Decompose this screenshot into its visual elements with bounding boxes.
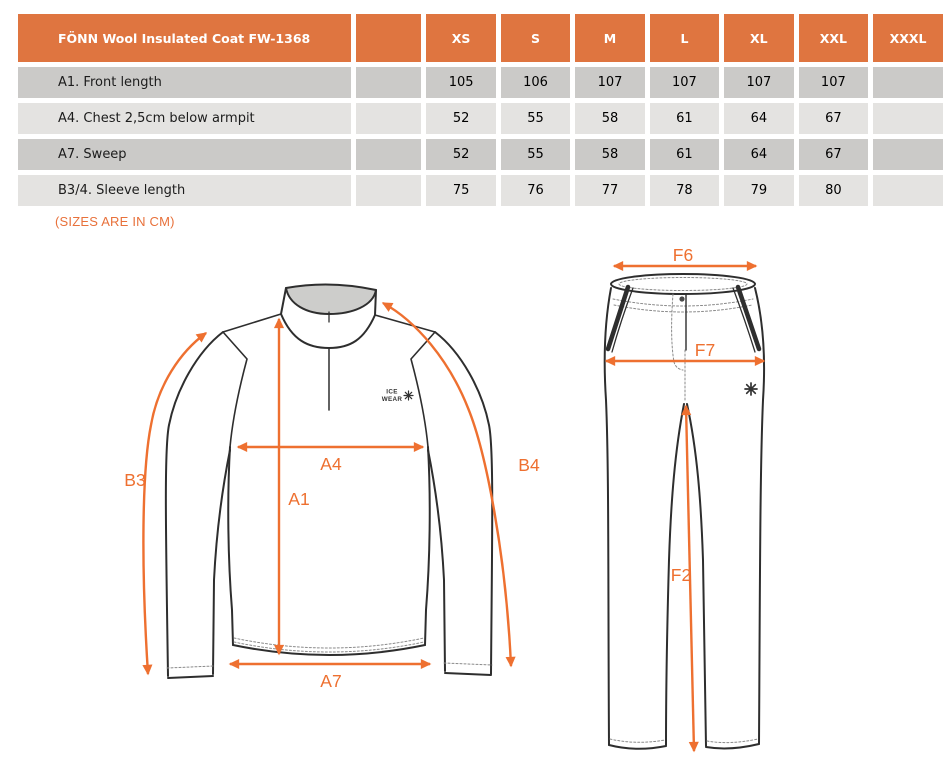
cell-value: 75 xyxy=(426,175,495,206)
icewear-chest-logo xyxy=(382,389,413,404)
label-f6: F6 xyxy=(672,245,694,265)
waist-opening xyxy=(611,274,755,294)
spacer-cell xyxy=(356,103,422,134)
size-header-l: L xyxy=(650,14,719,62)
size-header-s: S xyxy=(501,14,570,62)
body-right-side xyxy=(425,447,430,645)
spacer-cell xyxy=(356,67,422,98)
label-a7: A7 xyxy=(320,671,342,691)
size-header-m: M xyxy=(575,14,644,62)
cell-value: 58 xyxy=(575,139,644,170)
table-row-front-length xyxy=(18,67,943,98)
right-pocket-facing xyxy=(733,288,755,352)
cell-value: 67 xyxy=(799,103,869,134)
size-header-xs: XS xyxy=(426,14,495,62)
cell-value: 58 xyxy=(575,103,644,134)
spacer-cell xyxy=(356,139,422,170)
cell-value: 61 xyxy=(650,103,719,134)
left-leg-hem xyxy=(609,745,666,749)
waist-inner-stitching xyxy=(619,278,747,291)
label-b3: B3 xyxy=(124,470,146,490)
cell-value: 107 xyxy=(724,67,793,98)
table-row-chest xyxy=(18,103,943,134)
sizes-in-cm-note: (SIZES ARE IN CM) xyxy=(55,214,175,229)
row-label: B3/4. Sleeve length xyxy=(18,175,351,206)
cell-value xyxy=(873,175,943,206)
left-sleeve-inner xyxy=(213,450,230,674)
cell-value: 61 xyxy=(650,139,719,170)
label-f2: F2 xyxy=(670,565,692,585)
jacket-outline xyxy=(166,284,492,678)
left-hem-stitching xyxy=(610,739,665,742)
row-label: A7. Sweep xyxy=(18,139,351,170)
cell-value: 76 xyxy=(501,175,570,206)
label-a4: A4 xyxy=(320,454,342,474)
size-chart-title: FÖNN Wool Insulated Coat FW-1368 xyxy=(18,14,351,62)
pants-measure-arrows xyxy=(606,266,764,751)
cell-value xyxy=(873,103,943,134)
cell-value: 52 xyxy=(426,139,495,170)
right-side-seam xyxy=(755,288,764,744)
cell-value: 80 xyxy=(799,175,869,206)
pants-outline xyxy=(605,274,765,749)
right-cuff xyxy=(445,673,491,675)
cell-value: 79 xyxy=(724,175,793,206)
row-label: A1. Front length xyxy=(18,67,351,98)
row-label: A4. Chest 2,5cm below armpit xyxy=(18,103,351,134)
cell-value: 55 xyxy=(501,139,570,170)
cell-value: 78 xyxy=(650,175,719,206)
right-shoulder-seams xyxy=(375,315,435,447)
cell-value: 105 xyxy=(426,67,495,98)
right-pocket-opening xyxy=(738,287,759,349)
cell-value: 64 xyxy=(724,103,793,134)
cell-value: 107 xyxy=(650,67,719,98)
logo-text-ice: ICE xyxy=(386,388,398,396)
logo-text-wear: WEAR xyxy=(381,396,403,403)
cell-value: 67 xyxy=(799,139,869,170)
spacer-cell xyxy=(356,175,422,206)
size-chart-table xyxy=(13,9,948,211)
spacer-header-cell xyxy=(356,14,422,62)
size-header-xxl: XXL xyxy=(799,14,869,62)
cell-value: 77 xyxy=(575,175,644,206)
size-header-xxxl: XXXL xyxy=(873,14,943,62)
cell-value: 64 xyxy=(724,139,793,170)
cell-value xyxy=(873,139,943,170)
right-cuff-stitching xyxy=(444,663,492,665)
size-chart-header-row xyxy=(18,14,943,62)
right-sleeve-inner xyxy=(428,450,445,671)
size-chart xyxy=(13,9,948,211)
left-cuff-stitching xyxy=(167,666,214,668)
cell-value xyxy=(873,67,943,98)
waist-button xyxy=(679,296,684,301)
size-header-xl: XL xyxy=(724,14,793,62)
left-cuff xyxy=(168,676,213,678)
snowflake-icon xyxy=(404,391,413,400)
body-left-side xyxy=(228,447,233,645)
cell-value: 107 xyxy=(575,67,644,98)
measure-arrow-b3 xyxy=(143,333,206,674)
jacket-measurement-diagram xyxy=(85,240,555,710)
snowflake-logo xyxy=(745,383,757,395)
table-row-sweep xyxy=(18,139,943,170)
label-a1: A1 xyxy=(288,489,310,509)
right-hem-stitching xyxy=(707,739,758,743)
cell-value: 107 xyxy=(799,67,869,98)
label-f7: F7 xyxy=(694,340,716,360)
left-shoulder-seams xyxy=(223,314,281,447)
cell-value: 106 xyxy=(501,67,570,98)
cell-value: 52 xyxy=(426,103,495,134)
pants-measurement-diagram xyxy=(585,240,795,765)
cell-value: 55 xyxy=(501,103,570,134)
left-side-seam xyxy=(605,288,611,745)
left-pocket-opening xyxy=(608,287,628,349)
collar-top xyxy=(286,284,376,314)
table-row-sleeve-length xyxy=(18,175,943,206)
label-b4: B4 xyxy=(518,455,540,475)
right-leg-hem xyxy=(706,744,759,748)
